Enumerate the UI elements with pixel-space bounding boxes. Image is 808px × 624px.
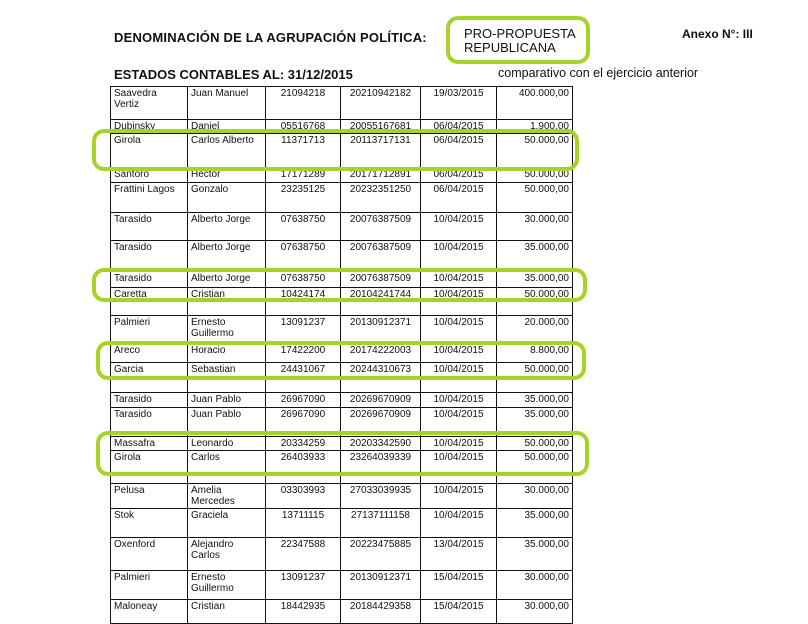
cell-monto: 400.000,00 <box>497 87 573 120</box>
cell-cuit: 20104241744 <box>341 288 421 316</box>
cell-nombre: Ernesto Guillermo <box>188 571 266 600</box>
cell-dni: 05516768 <box>266 120 341 134</box>
cell-monto: 35.000,00 <box>497 241 573 272</box>
cell-fecha: 06/04/2015 <box>421 183 497 213</box>
cell-apellido: Massafra <box>111 437 188 451</box>
cell-dni: 26967090 <box>266 408 341 437</box>
estados-label: ESTADOS CONTABLES AL: 31/12/2015 <box>114 67 353 82</box>
cell-fecha: 10/04/2015 <box>421 451 497 484</box>
cell-nombre: Gonzalo <box>188 183 266 213</box>
cell-dni: 13091237 <box>266 316 341 344</box>
table-row <box>111 241 573 272</box>
cell-nombre: Carlos <box>188 451 266 484</box>
cell-dni: 13711115 <box>266 509 341 538</box>
cell-monto: 30.000,00 <box>497 484 573 509</box>
cell-fecha: 06/04/2015 <box>421 168 497 183</box>
cell-dni: 20334259 <box>266 437 341 451</box>
cell-dni: 11371713 <box>266 134 341 168</box>
highlight-row-girola-carlos-alberto <box>92 129 579 171</box>
cell-apellido: Frattini Lagos <box>111 183 188 213</box>
cell-fecha: 10/04/2015 <box>421 288 497 316</box>
cell-dni: 23235125 <box>266 183 341 213</box>
cell-cuit: 20184429358 <box>341 600 421 624</box>
party-name-line1: PRO-PROPUESTA <box>464 26 576 41</box>
denominacion-label: DENOMINACIÓN DE LA AGRUPACIÓN POLÍTICA: <box>114 30 427 45</box>
cell-apellido: Saavedra Vertiz <box>111 87 188 120</box>
cell-monto: 50.000,00 <box>497 437 573 451</box>
cell-fecha: 10/04/2015 <box>421 272 497 288</box>
cell-nombre: Ernesto Guillermo <box>188 316 266 344</box>
anexo-label: Anexo N°: III <box>682 27 753 41</box>
cell-dni: 07638750 <box>266 272 341 288</box>
cell-apellido: Areco <box>111 344 188 363</box>
table-row <box>111 87 573 120</box>
cell-monto: 35.000,00 <box>497 272 573 288</box>
cell-monto: 50.000,00 <box>497 288 573 316</box>
cell-nombre: Daniel <box>188 120 266 134</box>
cell-fecha: 15/04/2015 <box>421 571 497 600</box>
cell-fecha: 13/04/2015 <box>421 538 497 571</box>
cell-cuit: 20076387509 <box>341 241 421 272</box>
cell-nombre: Leonardo <box>188 437 266 451</box>
cell-cuit: 20076387509 <box>341 213 421 241</box>
cell-apellido: Tarasido <box>111 408 188 437</box>
cell-fecha: 10/04/2015 <box>421 344 497 363</box>
cell-dni: 26967090 <box>266 393 341 408</box>
cell-cuit: 27137111158 <box>341 509 421 538</box>
cell-fecha: 10/04/2015 <box>421 316 497 344</box>
cell-fecha: 10/04/2015 <box>421 408 497 437</box>
cell-dni: 24431067 <box>266 363 341 393</box>
cell-dni: 07638750 <box>266 213 341 241</box>
cell-dni: 17422200 <box>266 344 341 363</box>
cell-cuit: 23264039339 <box>341 451 421 484</box>
cell-dni: 21094218 <box>266 87 341 120</box>
cell-fecha: 10/04/2015 <box>421 363 497 393</box>
comparativo-label: comparativo con el ejercicio anterior <box>498 66 699 80</box>
cell-fecha: 10/04/2015 <box>421 213 497 241</box>
cell-fecha: 10/04/2015 <box>421 484 497 509</box>
cell-cuit: 20130912371 <box>341 316 421 344</box>
cell-monto: 30.000,00 <box>497 213 573 241</box>
cell-apellido: Tarasido <box>111 393 188 408</box>
cell-monto: 8.800,00 <box>497 344 573 363</box>
cell-dni: 18442935 <box>266 600 341 624</box>
cell-dni: 17171289 <box>266 168 341 183</box>
cell-nombre: Cristian <box>188 288 266 316</box>
cell-dni: 22347588 <box>266 538 341 571</box>
cell-cuit: 20232351250 <box>341 183 421 213</box>
cell-cuit: 20269670909 <box>341 408 421 437</box>
cell-apellido: Girola <box>111 451 188 484</box>
cell-nombre: Cristian <box>188 600 266 624</box>
cell-cuit: 20244310673 <box>341 363 421 393</box>
highlight-row-caretta <box>92 268 587 302</box>
table-row <box>111 213 573 241</box>
table-row <box>111 183 573 213</box>
highlight-row-garcia <box>96 341 586 380</box>
party-name-line2: REPUBLICANA <box>464 40 556 55</box>
cell-cuit: 20130912371 <box>341 571 421 600</box>
cell-fecha: 15/04/2015 <box>421 600 497 624</box>
cell-cuit: 20210942182 <box>341 87 421 120</box>
cell-fecha: 06/04/2015 <box>421 134 497 168</box>
cell-monto: 20.000,00 <box>497 316 573 344</box>
cell-apellido: Caretta <box>111 288 188 316</box>
cell-dni: 03303993 <box>266 484 341 509</box>
cell-nombre: Hector <box>188 168 266 183</box>
highlight-row-girola-carlos <box>96 431 589 476</box>
cell-apellido: Oxenford <box>111 538 188 571</box>
cell-cuit: 20076387509 <box>341 272 421 288</box>
cell-apellido: Girola <box>111 134 188 168</box>
cell-nombre: Alberto Jorge <box>188 213 266 241</box>
cell-dni: 10424174 <box>266 288 341 316</box>
table-row <box>111 509 573 538</box>
cell-cuit: 20171712891 <box>341 168 421 183</box>
cell-monto: 50.000,00 <box>497 134 573 168</box>
table-row <box>111 538 573 571</box>
cell-apellido: Tarasido <box>111 241 188 272</box>
cell-monto: 50.000,00 <box>497 168 573 183</box>
cell-fecha: 10/04/2015 <box>421 241 497 272</box>
cell-dni: 13091237 <box>266 571 341 600</box>
cell-nombre: Alejandro Carlos <box>188 538 266 571</box>
cell-nombre: Sebastian <box>188 363 266 393</box>
cell-nombre: Juan Pablo <box>188 408 266 437</box>
cell-nombre: Alberto Jorge <box>188 272 266 288</box>
cell-apellido: Tarasido <box>111 272 188 288</box>
cell-nombre: Carlos Alberto <box>188 134 266 168</box>
cell-cuit: 20223475885 <box>341 538 421 571</box>
cell-nombre: Graciela <box>188 509 266 538</box>
cell-cuit: 20113717131 <box>341 134 421 168</box>
cell-fecha: 06/04/2015 <box>421 120 497 134</box>
cell-monto: 35.000,00 <box>497 538 573 571</box>
cell-dni: 26403933 <box>266 451 341 484</box>
cell-nombre: Alberto Jorge <box>188 241 266 272</box>
table-row <box>111 393 573 408</box>
cell-fecha: 10/04/2015 <box>421 509 497 538</box>
cell-nombre: Juan Manuel <box>188 87 266 120</box>
cell-apellido: Tarasido <box>111 213 188 241</box>
cell-monto: 30.000,00 <box>497 571 573 600</box>
table-row <box>111 484 573 509</box>
cell-cuit: 20269670909 <box>341 393 421 408</box>
cell-monto: 35.000,00 <box>497 509 573 538</box>
cell-nombre: Amelia Mercedes <box>188 484 266 509</box>
cell-apellido: Maloneay <box>111 600 188 624</box>
cell-monto: 50.000,00 <box>497 363 573 393</box>
cell-apellido: Palmieri <box>111 571 188 600</box>
cell-cuit: 20055167681 <box>341 120 421 134</box>
cell-cuit: 20174222003 <box>341 344 421 363</box>
cell-apellido: Palmieri <box>111 316 188 344</box>
cell-apellido: Dubinsky <box>111 120 188 134</box>
cell-cuit: 20203342590 <box>341 437 421 451</box>
cell-apellido: Garcia <box>111 363 188 393</box>
cell-nombre: Juan Pablo <box>188 393 266 408</box>
table-row <box>111 571 573 600</box>
cell-apellido: Stok <box>111 509 188 538</box>
cell-monto: 35.000,00 <box>497 408 573 437</box>
cell-apellido: Santoro <box>111 168 188 183</box>
highlight-party-name <box>446 16 590 64</box>
cell-dni: 07638750 <box>266 241 341 272</box>
cell-monto: 1.900,00 <box>497 120 573 134</box>
cell-monto: 50.000,00 <box>497 183 573 213</box>
cell-fecha: 19/03/2015 <box>421 87 497 120</box>
table-row <box>111 316 573 344</box>
cell-fecha: 10/04/2015 <box>421 437 497 451</box>
table-row <box>111 600 573 624</box>
cell-monto: 35.000,00 <box>497 393 573 408</box>
cell-monto: 30.000,00 <box>497 600 573 624</box>
cell-fecha: 10/04/2015 <box>421 393 497 408</box>
cell-nombre: Horacio <box>188 344 266 363</box>
cell-cuit: 27033039935 <box>341 484 421 509</box>
cell-monto: 50.000,00 <box>497 451 573 484</box>
cell-apellido: Pelusa <box>111 484 188 509</box>
